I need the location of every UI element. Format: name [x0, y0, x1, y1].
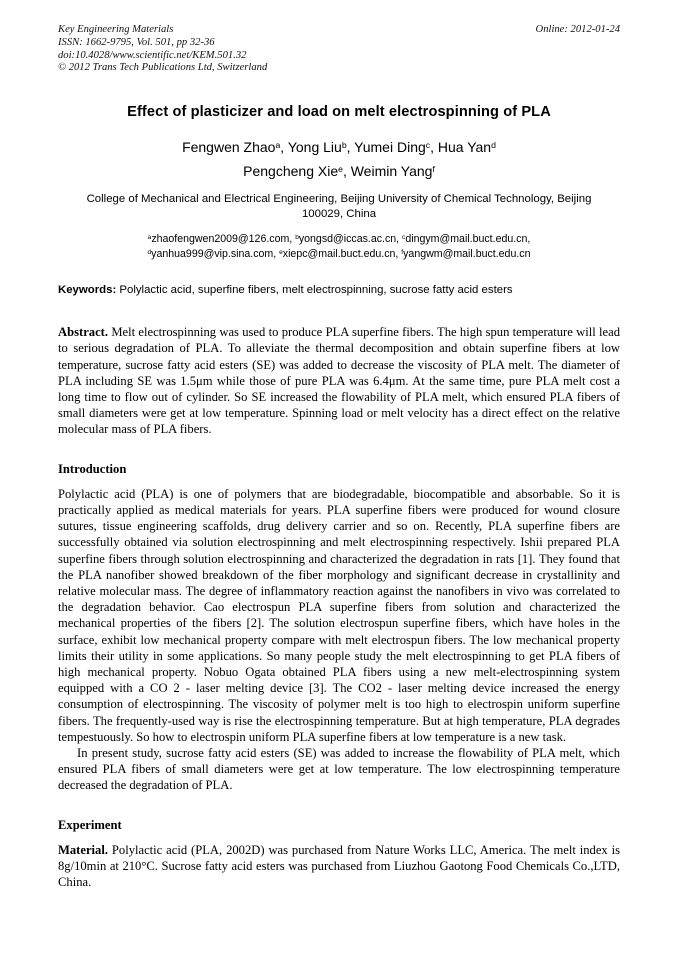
email-4: yanhua999@vip.sina.com,: [151, 247, 280, 260]
email-sup-a: a: [147, 234, 152, 242]
material-text: Polylactic acid (PLA, 2002D) was purchased from Nature Works LLC, America. The melt index is 8g/10min at 210°C. Sucrose fatty acid esters was purchased from Liuzhou Gaotong Food Chemicals Co.,LTD, China.: [58, 842, 620, 890]
doi-line: doi:10.4028/www.scientific.net/KEM.501.32: [58, 49, 247, 61]
email-line-2: [78, 247, 600, 262]
author-name-4: , Hua Yan: [430, 139, 492, 156]
introduction-heading: Introduction: [58, 461, 127, 476]
author-sup-a: a: [275, 140, 281, 151]
author-line-1: [58, 135, 620, 159]
email-sup-f: f: [401, 248, 404, 256]
author-sup-e: e: [338, 164, 343, 175]
journal-name: Key Engineering Materials: [58, 24, 174, 35]
email-sup-e: e: [279, 248, 283, 256]
author-name-6: , Weimin Yang: [342, 163, 433, 180]
masthead-top-row: [58, 24, 620, 37]
author-name-5: Pengcheng Xie: [243, 163, 339, 180]
email-sup-c: c: [402, 234, 406, 242]
author-sup-c: c: [425, 140, 431, 151]
abstract-text: Melt electrospinning was used to produce PLA superfine fibers. The high spun temperature will lead to serious degradation of PLA. To alleviate the thermal decomposition and obtain superfine fibers at low temperature, sucrose fatty acid esters (SE) was added to decrease the viscosity of PLA melt. The diameter of PLA including SE was 1.5μm while those of pure PLA was 6.4μm. At the same time, pure PLA melt cost a long time to flow out of cylinder. So SE increased the flowability of PLA melt, which ensured PLA fibers of small diameters were get at low temperature. Spinning load or melt velocity has a direct effect on the relative molecular mass of PLA fibers.: [58, 325, 620, 437]
email-sup-d: d: [147, 248, 152, 256]
online-date: Online: 2012-01-24: [535, 24, 620, 35]
email-line-1: [78, 232, 600, 247]
copyright-line: © 2012 Trans Tech Publications Ltd, Switzerland: [58, 62, 268, 74]
keywords-label: Keywords:: [58, 284, 117, 297]
email-5: xiepc@mail.buct.edu.cn,: [282, 247, 402, 260]
introduction-paragraph-2: In present study, sucrose fatty acid esters (SE) was added to increase the flowability of PLA melt, which ensured PLA fibers of small diameters were get at low temperature. The low electrospinning temperature decreased the degradation of PLA.: [58, 746, 620, 793]
keywords-text: Polylactic acid, superfine fibers, melt electrospinning, sucrose fatty acid esters: [116, 284, 513, 297]
abstract-paragraph: [58, 324, 620, 437]
material-label: Material.: [58, 842, 108, 857]
author-emails: [58, 232, 620, 261]
page-content: [58, 24, 620, 890]
email-3: dingym@mail.buct.edu.cn,: [405, 233, 531, 246]
issn-line: ISSN: 1662-9795, Vol. 501, pp 32-36: [58, 36, 215, 48]
author-list: [58, 135, 620, 183]
introduction-paragraph-1: Polylactic acid (PLA) is one of polymers that are biodegradable, biocompatible and absorbable. So it is practically applied as medical materials for years. PLA superfine fibers were produced for wound closure sutures, tissue engineering scaffolds, drug delivery carrier and so on. Recently, PLA superfine fibers are successfully obtained via solution electrospinning and melt electrospinning respectively. Ishii prepared PLA superfine fibers through solution electrospinning and characterized the degradation in rats [1]. They found that the PLA nanofiber showed breakdown of the fiber morphology and significant decrease in crystallinity and relative molecular mass. The degree of inflammatory reaction against the nanofibers in vivo was correlated to the degradation behavior. Cao electrospun PLA superfine fibers from solution and characterized the mechanical properties of the fibers [2]. The solution electrospun superfine fibers, which have holes in the surface, exhibit low mechanical property compare with melt electrospun fibers. The low mechanical property limits their utility in some applications. So many people study the melt electrospinning to get PLA fibers of high mechanical property. Nobuo Ogata obtained PLA fibers using a new melt-electrospinning system equipped with a CO 2 - laser melting device [3]. The CO2 - laser melting device increased the energy consumption of electrospinning. The viscosity of polymer melt is too high to electrospin uniform superfine fibers. The frequently-used way is rise the electrospinning temperature. But at high temperature, PLA degrades tempestuously. So how to electrospin uniform PLA superfine fibers at low temperature is a new task.: [58, 486, 620, 744]
author-sup-d: d: [491, 140, 496, 151]
email-2: yongsd@iccas.ac.cn,: [298, 233, 403, 246]
author-name-1: Fengwen Zhao: [182, 139, 276, 156]
abstract-label: Abstract.: [58, 325, 109, 340]
author-name-2: , Yong Liu: [280, 139, 342, 156]
journal-masthead: [58, 24, 620, 75]
author-sup-f: f: [432, 164, 435, 175]
author-sup-b: b: [341, 140, 347, 151]
paper-title: Effect of plasticizer and load on melt electrospinning of PLA: [127, 104, 551, 121]
email-sup-b: b: [295, 234, 299, 242]
email-1: zhaofengwen2009@126.com,: [151, 233, 296, 246]
author-line-2: [58, 159, 620, 183]
affiliation: College of Mechanical and Electrical Engineering, Beijing University of Chemical Technology, Beijing 100029, China: [86, 193, 592, 221]
author-name-3: , Yumei Ding: [346, 139, 426, 156]
experiment-heading: Experiment: [58, 817, 122, 832]
keywords-line: [58, 283, 620, 298]
email-6: yangwm@mail.buct.edu.cn: [403, 247, 531, 260]
material-paragraph: [58, 842, 620, 891]
